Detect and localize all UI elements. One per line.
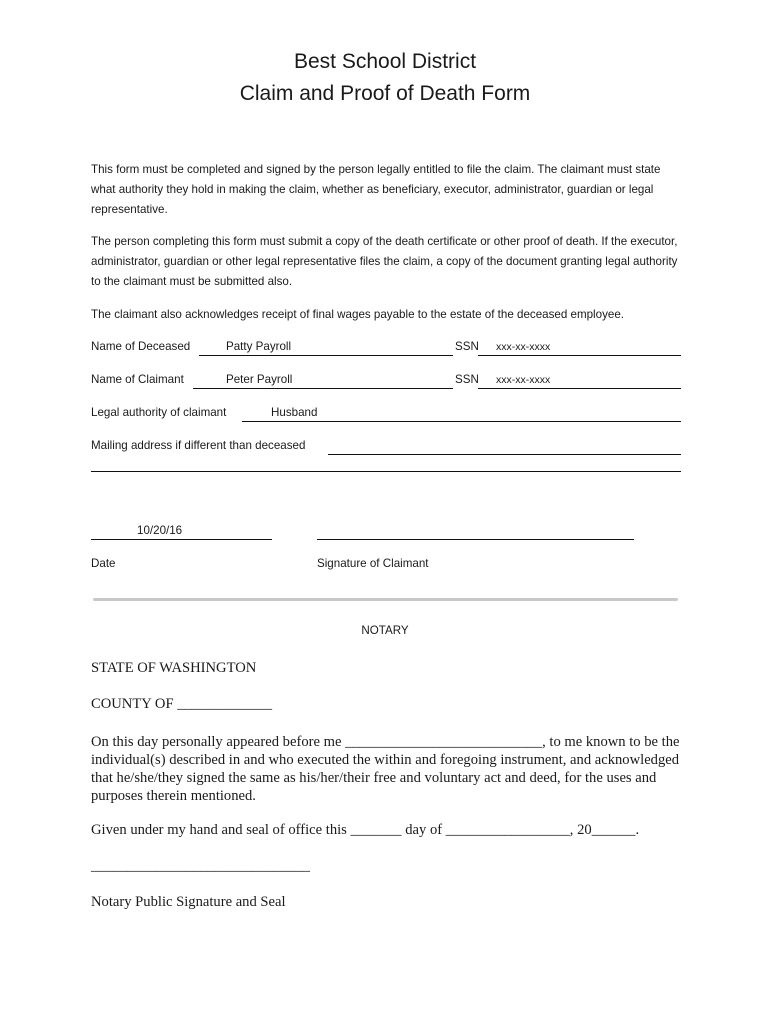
notary-county: COUNTY OF _____________ bbox=[91, 696, 273, 712]
mailing-label: Mailing address if different than deceased bbox=[91, 439, 306, 452]
authority-label: Legal authority of claimant bbox=[91, 406, 227, 419]
mailing-line-2[interactable] bbox=[91, 471, 681, 472]
claimant-signature-line[interactable] bbox=[317, 539, 634, 540]
notary-state: STATE OF WASHINGTON bbox=[91, 660, 257, 676]
mailing-row bbox=[91, 439, 681, 457]
section-divider bbox=[93, 598, 678, 601]
authority-value[interactable]: Husband bbox=[271, 406, 318, 419]
deceased-ssn-line[interactable] bbox=[478, 355, 681, 356]
claimant-label: Name of Claimant bbox=[91, 373, 184, 386]
claimant-name-value[interactable]: Peter Payroll bbox=[226, 373, 293, 386]
instruction-paragraph-3: The claimant also acknowledges receipt of final wages payable to the estate of the deceased employee. bbox=[91, 308, 624, 321]
deceased-ssn-value[interactable]: xxx-xx-xxxx bbox=[496, 341, 551, 353]
form-title: Claim and Proof of Death Form bbox=[239, 82, 531, 105]
authority-line[interactable] bbox=[242, 421, 681, 422]
claimant-ssn-label: SSN bbox=[455, 373, 479, 386]
date-label: Date bbox=[91, 557, 116, 570]
instruction-paragraph-1: This form must be completed and signed by the person legally entitled to file the claim. The claimant must state what authority they hold in making the claim, whether as beneficiary, executor, administrator, guardian or legal representative. bbox=[91, 163, 661, 216]
deceased-label: Name of Deceased bbox=[91, 340, 191, 353]
notary-signature-label: Notary Public Signature and Seal bbox=[91, 894, 286, 910]
authority-row bbox=[91, 406, 681, 424]
claimant-name-line[interactable] bbox=[193, 388, 453, 389]
date-value[interactable]: 10/20/16 bbox=[137, 524, 183, 537]
claimant-ssn-value[interactable]: xxx-xx-xxxx bbox=[496, 374, 551, 386]
notary-appeared-paragraph: On this day personally appeared before me ___________________________, to me known to be the individual(s) described in and who executed the within and foregoing instrument, and acknowledged that he/she/they signed the same as his/her/their free and voluntary act and deed, for the uses and purposes therein mentioned. bbox=[91, 734, 680, 804]
notary-signature-line[interactable]: ______________________________ bbox=[91, 858, 310, 874]
deceased-row bbox=[91, 340, 681, 358]
claimant-ssn-line[interactable] bbox=[478, 388, 681, 389]
mailing-line[interactable] bbox=[328, 454, 681, 455]
deceased-name-value[interactable]: Patty Payroll bbox=[226, 340, 292, 353]
form-title-district: Best School District bbox=[293, 50, 477, 73]
notary-given-line: Given under my hand and seal of office this _______ day of _________________, 20______. bbox=[91, 822, 640, 838]
instruction-paragraph-2: The person completing this form must submit a copy of the death certificate or other proof of death. If the executor, administrator, guardian or other legal representative files the claim, a copy of the document granting legal authority to the claimant must be submitted also. bbox=[91, 235, 678, 288]
deceased-ssn-label: SSN bbox=[455, 340, 479, 353]
claimant-row bbox=[91, 373, 681, 391]
deceased-name-line[interactable] bbox=[199, 355, 453, 356]
signature-label: Signature of Claimant bbox=[317, 557, 429, 570]
date-line[interactable] bbox=[91, 539, 272, 540]
notary-heading: NOTARY bbox=[361, 624, 409, 637]
